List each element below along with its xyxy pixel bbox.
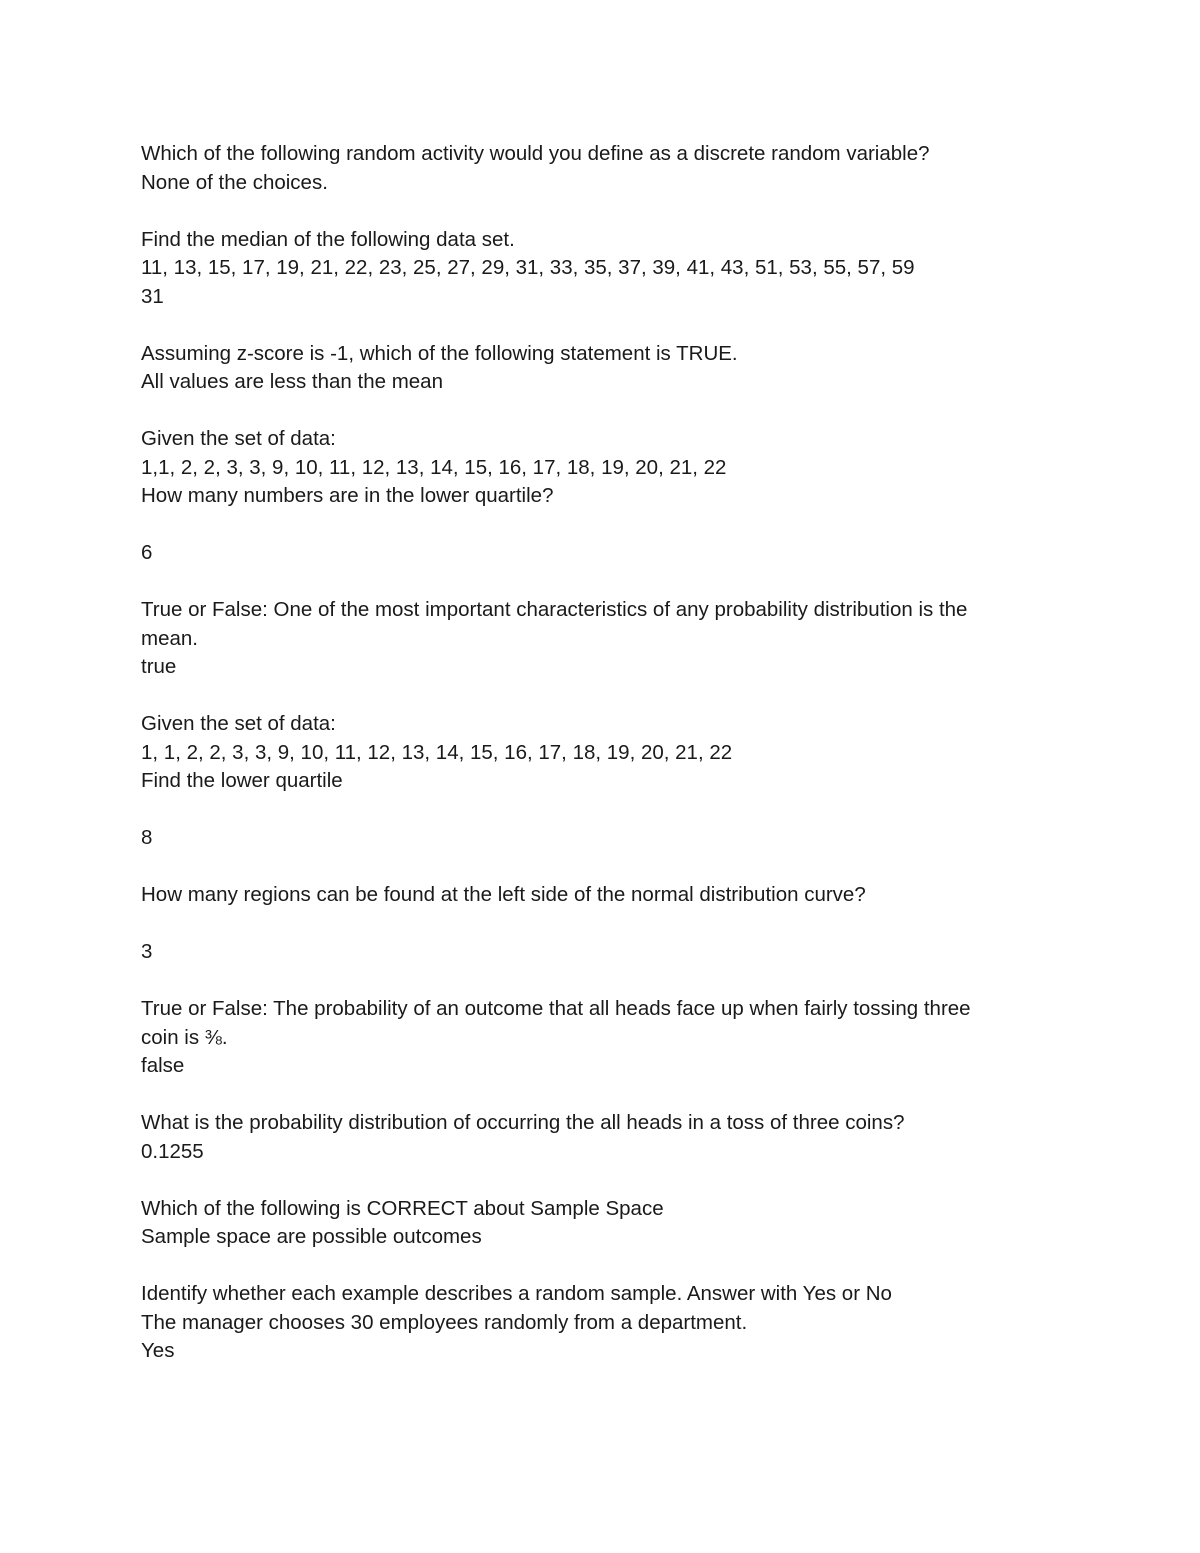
data-set-line: 1, 1, 2, 2, 3, 3, 9, 10, 11, 12, 13, 14, 15, 16, 17, 18, 19, 20, 21, 22 — [141, 740, 733, 764]
question-line: Assuming z-score is -1, which of the following statement is TRUE. — [141, 341, 738, 365]
question-line: Given the set of data: — [141, 427, 336, 450]
answer-line: All values are less than the mean — [141, 370, 443, 393]
qa-block-1 — [141, 140, 1041, 197]
answer-line: Sample space are possible outcomes — [141, 1225, 482, 1248]
answer-line: None of the choices. — [141, 170, 328, 194]
qa-block-5 — [141, 596, 1041, 682]
qa-block-8 — [141, 995, 1041, 1081]
document-body — [141, 140, 1041, 1366]
answer-line: false — [141, 1054, 185, 1077]
qa-block-6 — [141, 710, 1041, 853]
qa-block-10 — [141, 1195, 1041, 1252]
question-line: Given the set of data: — [141, 712, 336, 735]
answer-line: true — [141, 655, 177, 678]
question-line: How many numbers are in the lower quartile? — [141, 484, 554, 507]
qa-block-4 — [141, 425, 1041, 568]
question-line: True or False: One of the most important characteristics of any probability distribution is the — [141, 598, 968, 621]
question-line: Find the median of the following data set. — [141, 227, 515, 251]
answer-line: 3 — [141, 940, 153, 963]
question-line: coin is ⅜. — [141, 1025, 228, 1049]
answer-line: Yes — [141, 1339, 175, 1362]
question-line: Find the lower quartile — [141, 769, 343, 792]
question-line: How many regions can be found at the left side of the normal distribution curve? — [141, 883, 866, 906]
data-set-line: 1,1, 2, 2, 3, 3, 9, 10, 11, 12, 13, 14, 15, 16, 17, 18, 19, 20, 21, 22 — [141, 455, 727, 479]
qa-block-7 — [141, 881, 1041, 967]
qa-block-3 — [141, 340, 1041, 397]
qa-block-9 — [141, 1109, 1041, 1166]
question-line: Which of the following is CORRECT about Sample Space — [141, 1196, 664, 1220]
answer-line: 8 — [141, 826, 153, 849]
question-line: mean. — [141, 626, 198, 650]
data-set-line: 11, 13, 15, 17, 19, 21, 22, 23, 25, 27, 29, 31, 33, 35, 37, 39, 41, 43, 51, 53, 55, 57, 59 — [141, 256, 915, 279]
answer-line: 0.1255 — [141, 1139, 204, 1163]
question-line: Which of the following random activity would you define as a discrete random variable? — [141, 142, 930, 165]
question-line: The manager chooses 30 employees randomly from a department. — [141, 1310, 748, 1334]
question-line: True or False: The probability of an outcome that all heads face up when fairly tossing three — [141, 997, 971, 1020]
answer-line: 6 — [141, 541, 153, 564]
question-line: Identify whether each example describes a random sample. Answer with Yes or No — [141, 1282, 892, 1305]
qa-block-2 — [141, 226, 1041, 312]
answer-line: 31 — [141, 284, 164, 308]
qa-block-11 — [141, 1280, 1041, 1366]
question-line: What is the probability distribution of occurring the all heads in a toss of three coins? — [141, 1111, 905, 1134]
